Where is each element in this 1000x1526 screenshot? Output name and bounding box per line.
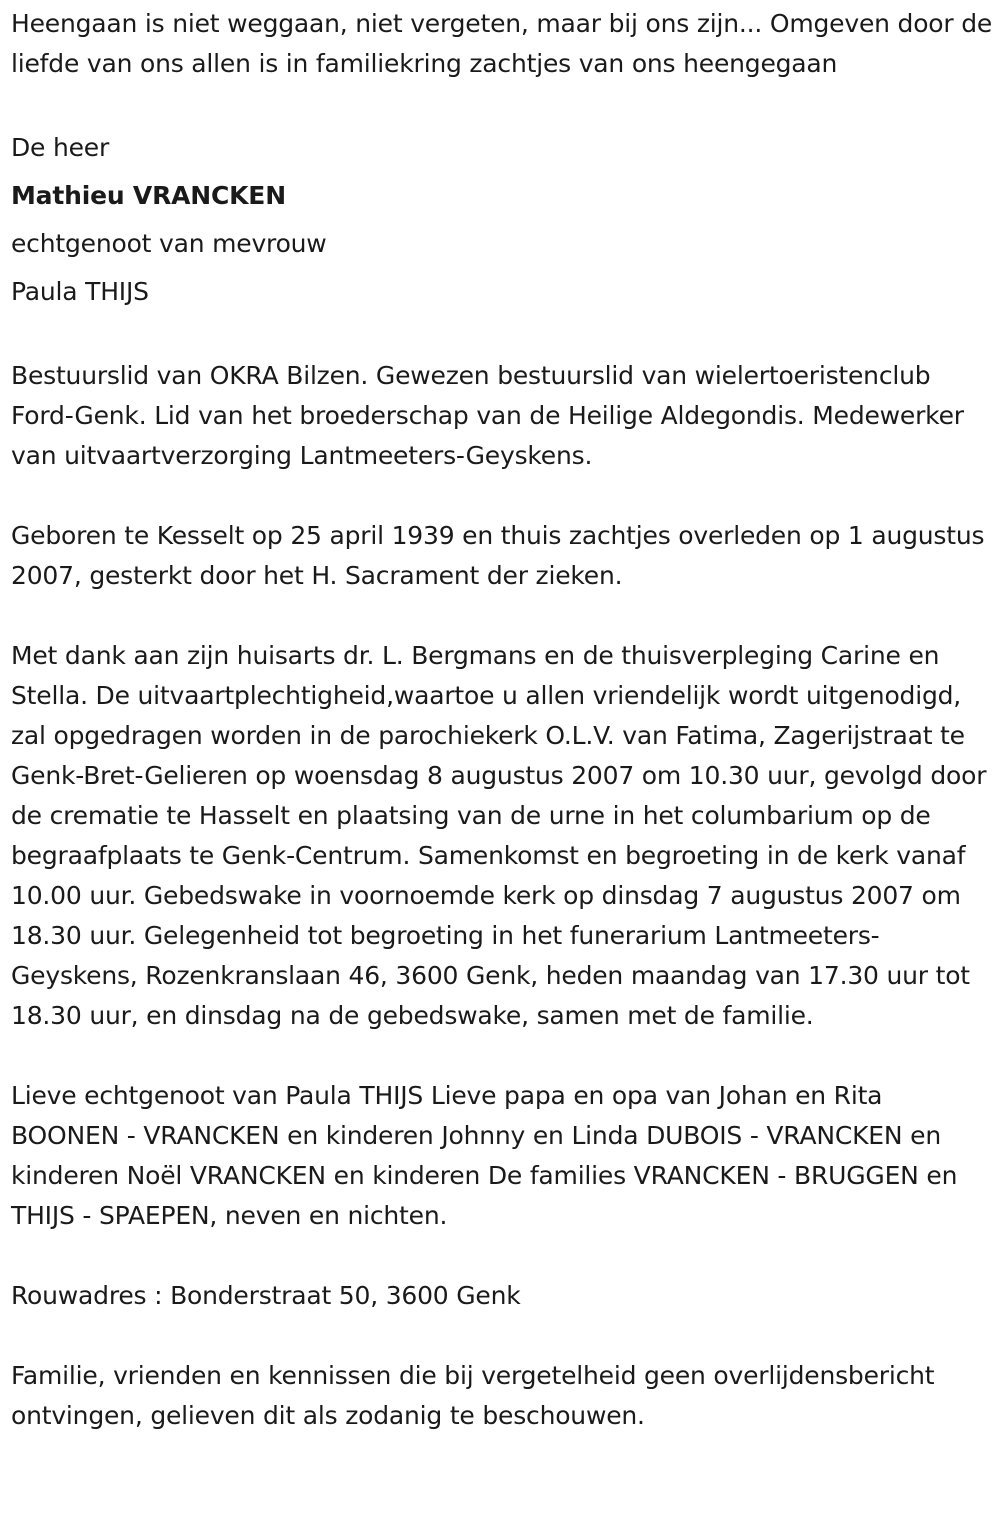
ceremony-paragraph: Met dank aan zijn huisarts dr. L. Bergmans en de thuisverpleging Carine en Stella. De uitvaartplechtigheid,waartoe u allen vriendelijk wordt uitgenodigd, zal opgedragen worden in de parochiekerk O.L.V. van Fatima, Zagerijstraat te Genk-Bret-Gelieren op woensdag 8 augustus 2007 om 10.30 uur, gevolgd door de crematie te Hasselt en plaatsing van de urne in het columbarium op de begraafplaats te Genk-Centrum. Samenkomst en begroeting in de kerk vanaf 10.00 uur. Gebedswake in voornoemde kerk op dinsdag 7 augustus 2007 om 18.30 uur. Gelegenheid tot begroeting in het funerarium Lantmeeters-Geyskens, Rozenkranslaan 46, 3600 Genk, heden maandag van 17.30 uur tot 18.30 uur, en dinsdag na de gebedswake, samen met de familie. bbox=[11, 641, 987, 1030]
title-prefix: De heer bbox=[11, 133, 110, 162]
mourning-address: Rouwadres : Bonderstraat 50, 3600 Genk bbox=[11, 1281, 521, 1310]
roles-paragraph: Bestuurslid van OKRA Bilzen. Gewezen bestuurslid van wielertoeristenclub Ford-Genk. Lid van het broederschap van de Heilige Aldegondis. Medewerker van uitvaartverzorging Lantmeeters-Geyskens. bbox=[11, 361, 964, 470]
family-paragraph: Lieve echtgenoot van Paula THIJS Lieve papa en opa van Johan en Rita BOONEN - VRANCKEN en kinderen Johnny en Linda DUBOIS - VRANCKEN en kinderen Noël VRANCKEN en kinderen De families VRANCKEN - BRUGGEN en THIJS - SPAEPEN, neven en nichten. bbox=[11, 1081, 958, 1230]
birth-death-paragraph: Geboren te Kesselt op 25 april 1939 en thuis zachtjes overleden op 1 augustus 2007, gesterkt door het H. Sacrament der zieken. bbox=[11, 521, 985, 590]
obituary-document bbox=[11, 4, 993, 1436]
closing-paragraph: Familie, vrienden en kennissen die bij vergetelheid geen overlijdensbericht ontvingen, gelieven dit als zodanig te beschouwen. bbox=[11, 1361, 935, 1430]
deceased-name: Mathieu VRANCKEN bbox=[11, 181, 286, 210]
spouse-name: Paula THIJS bbox=[11, 277, 149, 306]
intro-paragraph: Heengaan is niet weggaan, niet vergeten, maar bij ons zijn... Omgeven door de liefde van ons allen is in familiekring zachtjes van ons heengegaan bbox=[11, 9, 993, 78]
spouse-label: echtgenoot van mevrouw bbox=[11, 229, 327, 258]
